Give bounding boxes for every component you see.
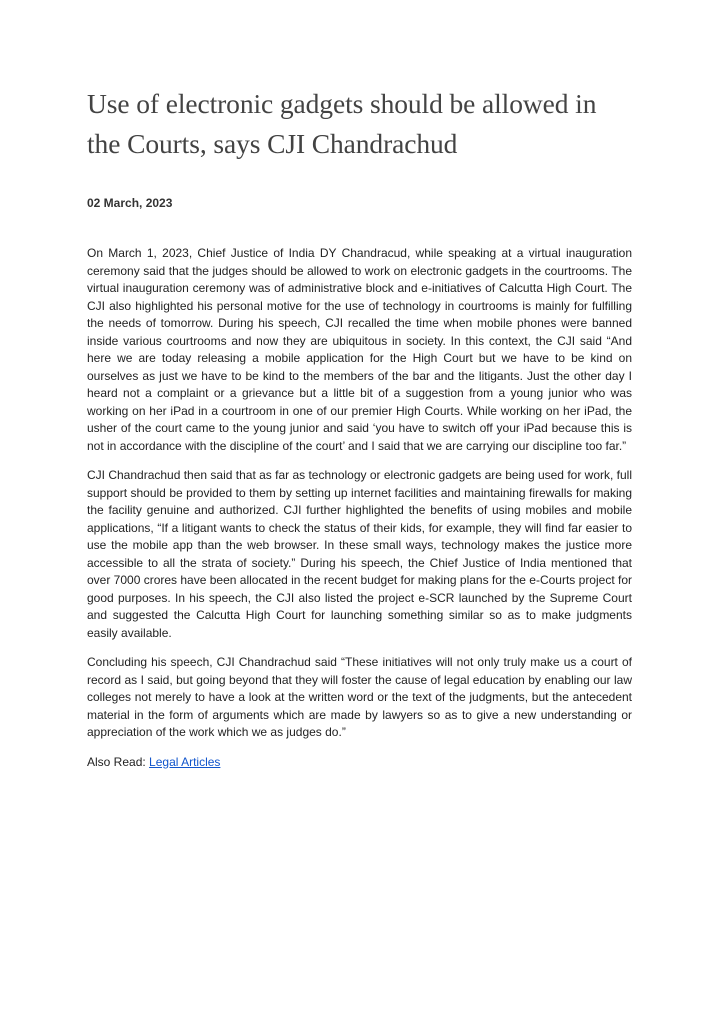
also-read-line xyxy=(87,754,632,772)
article-paragraph-1: On March 1, 2023, Chief Justice of India DY Chandracud, while speaking at a virtual inauguration ceremony said that the judges should be allowed to work on electronic gadgets in the courtrooms. The virtual inauguration ceremony was of administrative block and e-initiatives of Calcutta High Court. The CJI also highlighted his personal motive for the use of technology in courtrooms is mainly for fulfilling the needs of tomorrow. During his speech, CJI recalled the time when mobile phones were banned inside various courtrooms and now they are ubiquitous in society. In this context, the CJI said “And here we are today releasing a mobile application for the High Court but we have to be kind on ourselves as just we have to be kind to the members of the bar and the litigants. Just the other day I heard not a complaint or a grievance but a little bit of a suggestion from a young junior who was working on her iPad in a courtroom in one of our premier High Courts. While working on her iPad, the usher of the court came to the young junior and said ‘you have to switch off your iPad because this is not in accordance with the discipline of the court’ and I said that we are carrying our discipline too far.” xyxy=(87,246,632,453)
document-page xyxy=(87,84,632,771)
article-paragraph-2: CJI Chandrachud then said that as far as technology or electronic gadgets are being used for work, full support should be provided to them by setting up internet facilities and maintaining firewalls for making the facility genuine and authorized. CJI further highlighted the benefits of using mobiles and mobile applications, “If a litigant wants to check the status of their kids, for example, they will find far easier to use the mobile app than the web browser. In these small ways, technology makes the justice more accessible to all the strata of society.” During his speech, the Chief Justice of India mentioned that over 7000 crores have been allocated in the recent budget for making plans for the e-Courts project for good purposes. In his speech, the CJI also listed the project e-SCR launched by the Supreme Court and suggested the Calcutta High Court for launching something similar so as to make judgments easily available. xyxy=(87,468,632,640)
legal-articles-link[interactable]: Legal Articles xyxy=(149,754,221,769)
article-title: Use of electronic gadgets should be allowed in the Courts, says CJI Chandrachud xyxy=(87,88,597,159)
article-date: 02 March, 2023 xyxy=(87,196,173,210)
article-paragraph-3: Concluding his speech, CJI Chandrachud said “These initiatives will not only truly make us a court of record as I said, but going beyond that they will foster the cause of legal education by enabling our law colleges not merely to have a look at the written word or the text of the judgments, but the antecedent material in the form of arguments which are made by lawyers so as to give a new understanding or appreciation of the work which we as judges do.” xyxy=(87,655,632,739)
article-body xyxy=(87,245,632,771)
also-read-label: Also Read: xyxy=(87,754,150,769)
